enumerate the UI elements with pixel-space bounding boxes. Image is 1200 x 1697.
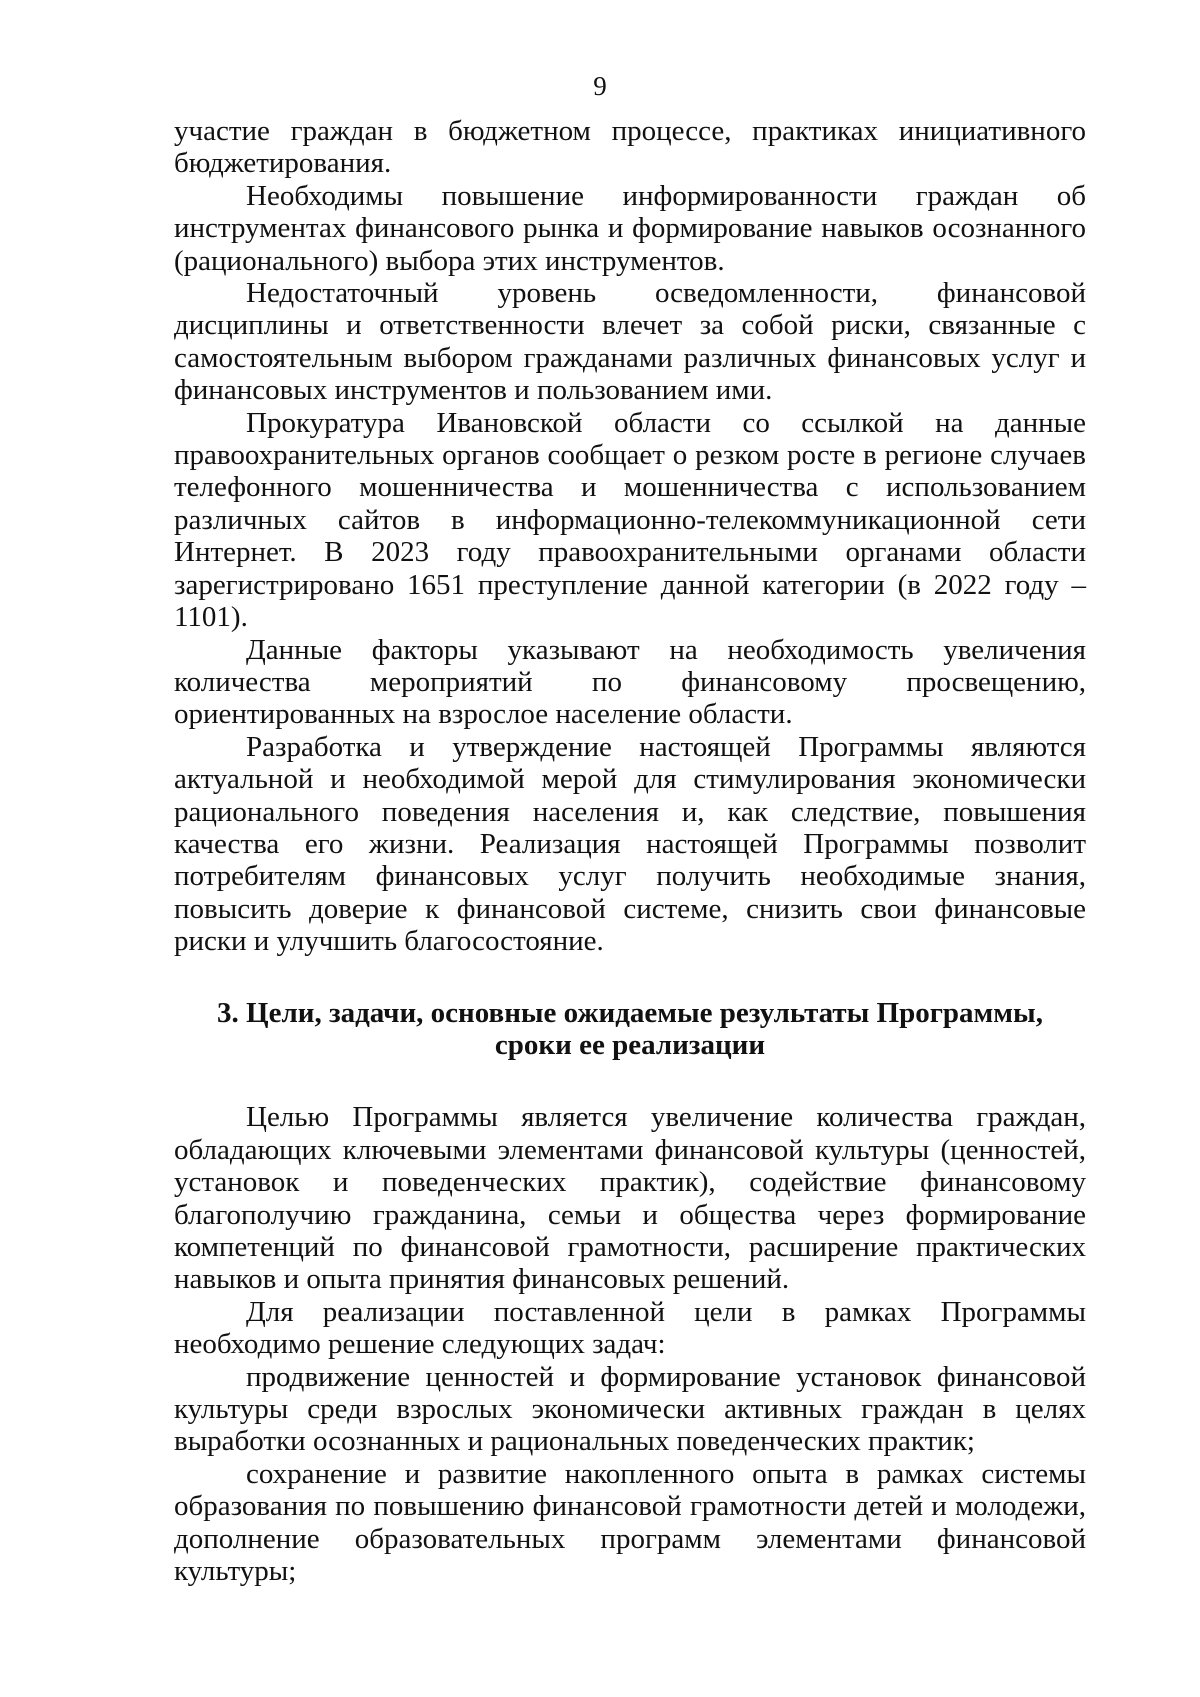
section-heading-line-1: 3. Цели, задачи, основные ожидаемые результаты Программы, <box>217 996 1043 1029</box>
paragraph-factors: Данные факторы указывают на необходимость увеличения количества мероприятий по финансовому просвещению, ориентированных на взрослое население области. <box>174 633 1086 731</box>
paragraph-insufficient-awareness: Недостаточный уровень осведомленности, финансовой дисциплины и ответственности влечет за собой риски, связанные с самостоятельным выбором гражданами различных финансовых услуг и финансовых инструментов и пользованием ими. <box>174 277 1086 407</box>
section-heading <box>174 997 1086 1062</box>
paragraph-prosecutor-report: Прокуратура Ивановской области со ссылкой на данные правоохранительных органов сообщает о резком росте в регионе случаев телефонного мошенничества и мошенничества с использованием различных сайтов в информационно-телекоммуникационной сети Интернет. В 2023 году правоохранительными органами области зарегистрировано 1651 преступление данной категории (в 2022 году – 1101). <box>174 406 1086 634</box>
paragraph-task-values: продвижение ценностей и формирование установок финансовой культуры среди взрослых экономически активных граждан в целях выработки осознанных и рациональных поведенческих практик; <box>174 1360 1086 1458</box>
paragraph-information-awareness: Необходимы повышение информированности граждан об инструментах финансового рынка и формирование навыков осознанного (рационального) выбора этих инструментов. <box>174 179 1086 277</box>
page-number: 9 <box>593 71 607 101</box>
paragraph-task-education: сохранение и развитие накопленного опыта в рамках системы образования по повышению финансовой грамотности детей и молодежи, дополнение образовательных программ элементами финансовой культуры; <box>174 1457 1086 1588</box>
paragraph-continuation: участие граждан в бюджетном процессе, практиках инициативного бюджетирования. <box>174 115 1086 180</box>
paragraph-tasks-intro: Для реализации поставленной цели в рамках Программы необходимо решение следующих задач: <box>174 1295 1086 1361</box>
paragraph-program-development: Разработка и утверждение настоящей Программы являются актуальной и необходимой мерой для стимулирования экономически рационального поведения населения и, как следствие, повышения качества его жизни. Реализация настоящей Программы позволит потребителям финансовых услуг получить необходимые знания, повысить доверие к финансовой системе, снизить свои финансовые риски и улучшить благосостояние. <box>174 730 1086 958</box>
paragraph-program-goal: Целью Программы является увеличение количества граждан, обладающих ключевыми элементами финансовой культуры (ценностей, установок и поведенческих практик), содействие финансовому благополучию гражданина, семьи и общества через формирование компетенций по финансовой грамотности, расширение практических навыков и опыта принятия финансовых решений. <box>174 1101 1086 1296</box>
section-heading-line-2: сроки ее реализации <box>494 1028 766 1061</box>
document-body <box>174 115 1086 1587</box>
